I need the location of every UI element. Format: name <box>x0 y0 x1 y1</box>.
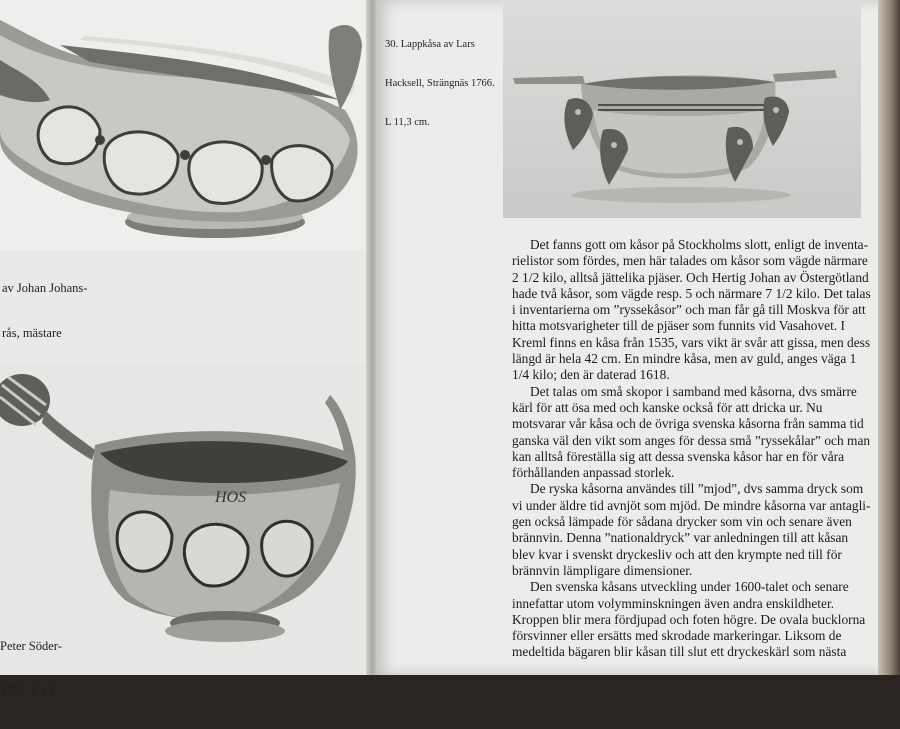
caption-line: 1761. L 12 <box>0 684 55 698</box>
text-line: De ryska kåsorna användes till ”mjod”, dvs samma dryck som <box>530 481 864 497</box>
text-line: Det fanns gott om kåsor på Stockholms slott, enligt de inventa- <box>530 237 869 252</box>
text-line: försvinner eller ersätts med skrodade markeringar. Liksom de <box>512 628 842 644</box>
text-line: Den svenska kåsans utveckling under 1600-talet och senare <box>530 579 849 595</box>
text-line: brännvin. Denna ”nationaldryck” var anledningen till att kåsan <box>512 530 849 546</box>
text-line: gen också lämpade för sådana drycker som vin och senare även <box>512 514 852 530</box>
text-line: rielistor som fördes, men här talades om kåsor som vägde närmare <box>512 253 868 269</box>
text-line: längd är hela 42 cm. En mindre kåsa, men av guld, anges väga 1 <box>512 351 857 367</box>
text-line: Kreml finns en kåsa från 1535, vars vikt är svår att gissa, men dess <box>512 334 871 350</box>
text-line: blev kvar i svenskt dryckesliv och att den krympte ned till för <box>512 546 842 562</box>
text-line: brännvin lämpligare dimensioner. <box>512 562 693 578</box>
text-line: Det talas om små skopor i samband med kåsorna, dvs smärre <box>530 383 857 399</box>
caption-line: av Johan Johans- <box>2 281 88 295</box>
text-line: innefattar utom volymminskningen även andra enskildheter. <box>512 595 835 611</box>
photo-lappkasa <box>503 0 861 218</box>
caption-line: Peter Söder- <box>0 639 62 653</box>
text-line: vi under äldre tid avnjöt som mjöd. De mindre kåsorna var antagli- <box>512 497 871 513</box>
caption-line: L 11,3 cm. <box>385 117 430 128</box>
book-cover-edge <box>878 0 900 675</box>
caption-bottom-left <box>0 609 62 729</box>
text-line: Kroppen blir mera fördjupad och foten högre. De ovala bucklorna <box>512 611 866 627</box>
photo-silver-bowl-top <box>0 0 372 250</box>
text-line: kärl för att ösa med och kanske också för att dricka ur. Nu <box>512 399 823 415</box>
body-text <box>512 237 898 661</box>
text-line: i inventarierna om ”ryssekåsor” och man får gå till Moskva för att <box>512 302 866 318</box>
caption-line: rås, mästare <box>2 326 62 340</box>
text-line: kan alltså föreställa sig att dessa svenska kåsor har en för våra <box>512 448 845 464</box>
bowl-engraving: HOS <box>215 489 247 506</box>
text-line: hitta motsvarigheter till de pjäser som funnits vid Vasahovet. I <box>512 318 845 334</box>
text-line: förhållanden anpassad storlek. <box>512 465 675 481</box>
text-line: 1/4 kilo; den är daterad 1618. <box>512 367 670 383</box>
caption-line: Hacksell, Strängnäs 1766. <box>385 78 495 89</box>
text-line: ganska väl den vikt som anges för dessa små ”ryssekålar” och man <box>512 432 871 448</box>
text-line: motsvarar vår kåsa och de övriga svenska kåsorna från samma tid <box>512 416 864 432</box>
text-line: hade två kåsor, som vägde resp. 5 och närmare 7 1/2 kilo. Det talas <box>512 285 871 301</box>
text-line: medeltida bägaren blir kåsan till slut ett dryckeskärl som nästa <box>512 644 847 660</box>
left-page <box>0 0 372 698</box>
text-line: 2 1/2 kilo, alltså jättelika pjäser. Och Hertig Johan av Östergötland <box>512 269 869 285</box>
caption-line: 30. Lappkåsa av Lars <box>385 39 475 50</box>
caption-right <box>385 12 495 155</box>
